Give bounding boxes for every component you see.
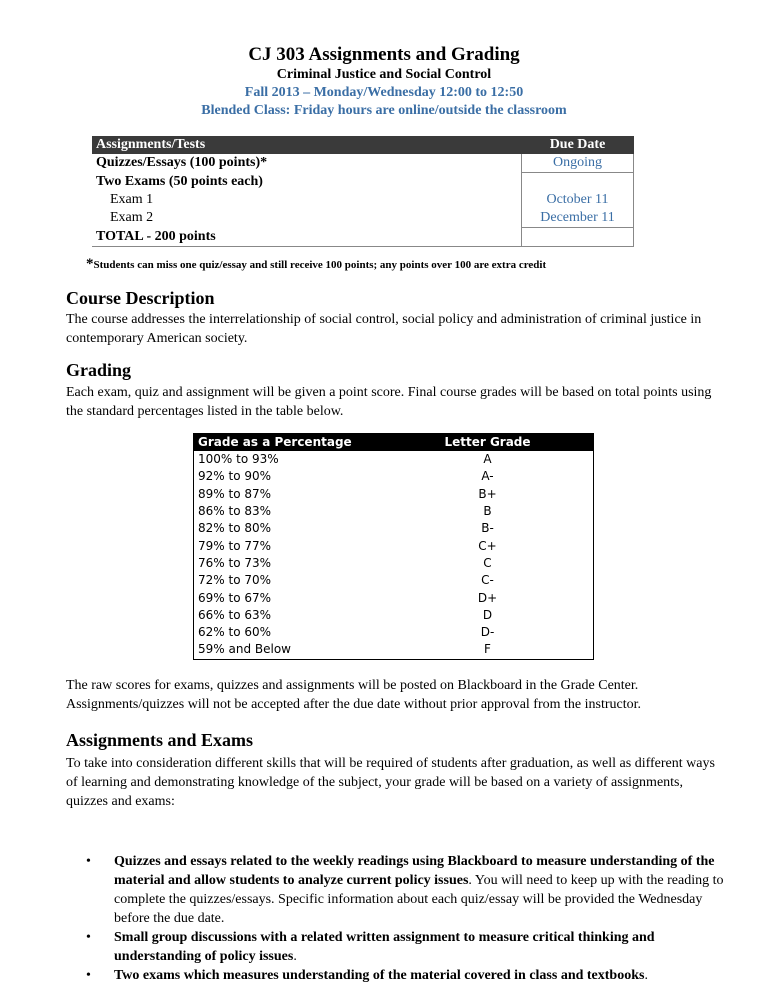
grade-table-body <box>194 451 594 659</box>
assignment-label: Two Exams (50 points each) <box>96 173 263 189</box>
course-description-heading: Course Description <box>66 288 215 308</box>
grade-percentage: 76% to 73% <box>198 555 272 570</box>
col-assignments: Assignments/Tests <box>92 136 522 154</box>
assignment-due: Ongoing <box>522 154 634 173</box>
grade-percentage: 92% to 90% <box>198 469 272 484</box>
grade-percentage: 79% to 77% <box>198 538 272 553</box>
grade-letter: A- <box>481 469 494 484</box>
assignment-label: Exam 2 <box>110 210 154 226</box>
grading-after: The raw scores for exams, quizzes and assignments will be posted on Blackboard in the Grade Center. Assignments/quizzes will not be accepted after the due date without prior approval from the instructor. <box>66 678 641 712</box>
grade-percentage: 100% to 93% <box>198 452 279 467</box>
table-row <box>194 589 594 606</box>
list-item <box>66 966 726 985</box>
grade-letter: D+ <box>477 590 498 605</box>
table-row <box>194 572 594 589</box>
grade-percentage: 66% to 63% <box>198 607 272 622</box>
bullet-rest-text: . You will need to keep up with the reading to complete the quizzes/essays. Specific information about each quiz/essay will be provided the Wednesday before the due date. <box>114 873 724 926</box>
col-due-date: Due Date <box>522 136 634 154</box>
grade-letter: D <box>482 607 493 622</box>
bullet-icon: • <box>86 930 91 945</box>
grade-table-header <box>194 434 594 452</box>
assignments-bullet-list <box>66 852 726 985</box>
grade-letter: C <box>483 555 492 570</box>
table-row <box>194 607 594 624</box>
table-row <box>194 537 594 554</box>
table-row <box>194 520 594 537</box>
footnote-star: * <box>86 256 94 272</box>
grade-percentage: 86% to 83% <box>198 504 272 519</box>
list-item <box>66 928 726 966</box>
bullet-rest-text: . <box>644 968 648 983</box>
table-row <box>194 555 594 572</box>
table-row <box>92 191 634 209</box>
assignment-due <box>522 228 634 247</box>
bullet-rest-text: . <box>293 949 297 964</box>
grading-heading: Grading <box>66 360 132 380</box>
grade-letter: F <box>484 642 491 657</box>
grade-scale-table <box>193 433 594 660</box>
grade-percentage: 82% to 80% <box>198 521 272 536</box>
bullet-icon: • <box>86 968 91 983</box>
assignment-label: TOTAL - 200 points <box>92 228 522 247</box>
col-letter-grade: Letter Grade <box>382 434 594 452</box>
grade-letter: B- <box>481 521 494 536</box>
grade-letter: C+ <box>478 538 497 553</box>
footnote-text: Students can miss one quiz/essay and still receive 100 points; any points over 100 are extra credit <box>93 259 547 271</box>
grade-percentage: 72% to 70% <box>198 573 272 588</box>
table-row <box>92 154 634 173</box>
assignments-exams-intro: To take into consideration different skills that will be required of students after graduation, as well as different ways of learning and demonstrating knowledge of the subject, your grade will be based on a variety of assignments, quizzes and exams: <box>66 756 715 809</box>
assignments-table-header <box>92 136 634 154</box>
grade-letter: B+ <box>478 486 497 501</box>
table-row <box>194 451 594 468</box>
grade-percentage: 69% to 67% <box>198 590 272 605</box>
class-schedule: Fall 2013 – Monday/Wednesday 12:00 to 12:50 <box>244 85 524 100</box>
grading-intro: Each exam, quiz and assignment will be given a point score. Final course grades will be based on total points using the standard percentages listed in the table below. <box>66 385 712 419</box>
grade-percentage: 89% to 87% <box>198 486 272 501</box>
bullet-bold-text: Two exams which measures understanding of the material covered in class and textbooks <box>114 968 645 983</box>
assignment-due <box>522 173 634 192</box>
grade-percentage: 59% and Below <box>198 642 291 657</box>
page-subtitle: Criminal Justice and Social Control <box>276 67 492 82</box>
table-footnote <box>86 256 546 273</box>
col-percentage: Grade as a Percentage <box>194 434 383 452</box>
grade-letter: B <box>483 504 492 519</box>
table-row <box>194 503 594 520</box>
assignment-label: Quizzes/Essays (100 points)* <box>96 155 268 171</box>
assignments-exams-heading: Assignments and Exams <box>66 730 254 750</box>
table-row <box>194 641 594 659</box>
assignment-due: October 11 <box>522 191 634 209</box>
course-description-text: The course addresses the interrelationship of social control, social policy and administration of criminal justice in contemporary American society. <box>66 312 702 346</box>
table-row <box>92 209 634 228</box>
list-item <box>66 852 726 928</box>
table-row <box>194 468 594 485</box>
table-row <box>92 228 634 247</box>
grade-percentage: 62% to 60% <box>198 625 272 640</box>
table-row <box>194 486 594 503</box>
grade-letter: D- <box>480 625 495 640</box>
assignments-table <box>92 136 634 247</box>
bullet-icon: • <box>86 854 91 869</box>
bullet-bold-text: Quizzes and essays related to the weekly readings using Blackboard to measure understanding of the material and allow students to analyze current policy issues <box>114 854 715 888</box>
assignment-due: December 11 <box>522 209 634 228</box>
assignment-label: Exam 1 <box>110 192 154 207</box>
table-row <box>92 173 634 192</box>
grade-letter: A <box>483 452 492 467</box>
blended-note: Blended Class: Friday hours are online/outside the classroom <box>201 103 567 118</box>
grade-letter: C- <box>481 573 494 588</box>
bullet-bold-text: Small group discussions with a related written assignment to measure critical thinking and understanding of policy issues <box>114 930 655 964</box>
page-title: CJ 303 Assignments and Grading <box>248 44 520 65</box>
table-row <box>194 624 594 641</box>
